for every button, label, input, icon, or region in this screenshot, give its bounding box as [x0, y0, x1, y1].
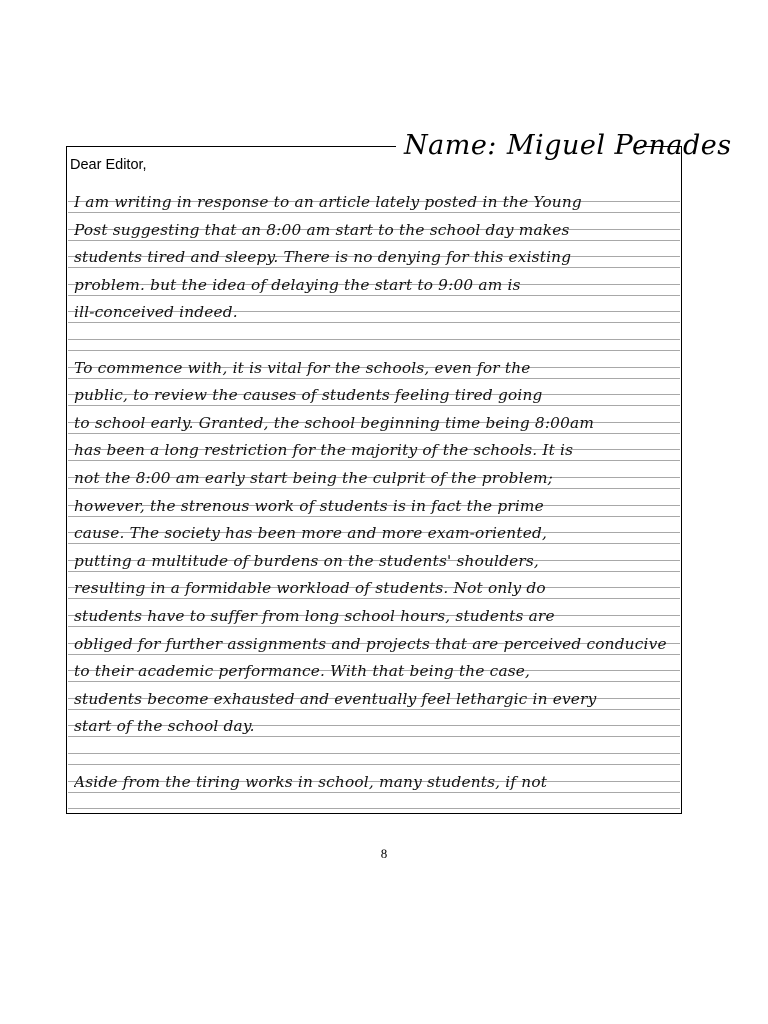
- ruled-baseline: [68, 295, 680, 296]
- handwritten-line: Post suggesting that an 8:00 am start to the school day makes: [74, 220, 570, 239]
- ruled-baseline: [68, 681, 680, 682]
- salutation: Dear Editor,: [70, 157, 147, 173]
- ruled-baseline: [68, 240, 680, 241]
- ruled-baseline: [68, 516, 680, 517]
- ruled-baseline: [68, 736, 680, 737]
- ruled-baseline: [68, 267, 680, 268]
- handwritten-line: not the 8:00 am early start being the culprit of the problem;: [74, 469, 554, 487]
- handwritten-line: putting a multitude of burdens on the students' shoulders,: [74, 551, 539, 570]
- handwritten-line: problem. but the idea of delaying the start to 9:00 am is: [74, 275, 521, 294]
- student-name: Miguel Penades: [506, 130, 732, 161]
- ruled-baseline: [68, 433, 680, 434]
- handwritten-line: I am writing in response to an article lately posted in the Young: [74, 193, 582, 211]
- handwritten-line: ill-conceived indeed.: [74, 303, 238, 322]
- handwritten-line: Aside from the tiring works in school, many students, if not: [74, 772, 548, 791]
- ruled-baseline: [68, 571, 680, 572]
- ruled-baseline: [68, 709, 680, 710]
- handwritten-line: students tired and sleepy. There is no denying for this existing: [74, 248, 572, 267]
- ruled-baseline: [68, 405, 680, 406]
- ruled-baseline: [68, 488, 680, 489]
- handwritten-line: has been a long restriction for the majority of the schools. It is: [74, 441, 574, 460]
- ruled-guide-line: [68, 753, 680, 754]
- ruled-baseline: [68, 460, 680, 461]
- handwritten-line: public, to review the causes of students feeling tired going: [74, 386, 543, 405]
- ruled-baseline: [68, 598, 680, 599]
- handwritten-line: cause. The society has been more and more exam-oriented,: [74, 524, 548, 543]
- handwritten-line: students become exhausted and eventually feel lethargic in every: [74, 689, 597, 708]
- ruled-baseline: [68, 350, 680, 351]
- ruled-baseline: [68, 543, 680, 544]
- ruled-baseline: [68, 654, 680, 655]
- handwritten-line: students have to suffer from long school hours, students are: [74, 607, 555, 625]
- handwritten-line: however, the strenous work of students is in fact the prime: [74, 496, 544, 515]
- ruled-baseline: [68, 792, 680, 793]
- handwritten-line: to school early. Granted, the school beginning time being 8:00am: [74, 413, 595, 432]
- handwritten-line: obliged for further assignments and projects that are perceived conducive: [74, 634, 667, 653]
- handwritten-line: resulting in a formidable workload of students. Not only do: [74, 579, 546, 598]
- ruled-guide-line: [68, 339, 680, 340]
- handwritten-line: to their academic performance. With that being the case,: [74, 662, 531, 681]
- ruled-baseline: [68, 378, 680, 379]
- handwritten-line: To commence with, it is vital for the schools, even for the: [74, 358, 531, 377]
- ruled-guide-line: [68, 808, 680, 809]
- name-label: Name:: [404, 130, 497, 161]
- ruled-baseline: [68, 764, 680, 765]
- ruled-baseline: [68, 626, 680, 627]
- ruled-baseline: [68, 322, 680, 323]
- handwritten-line: start of the school day.: [74, 717, 255, 736]
- ruled-baseline: [68, 212, 680, 213]
- page-number: 8: [380, 846, 388, 861]
